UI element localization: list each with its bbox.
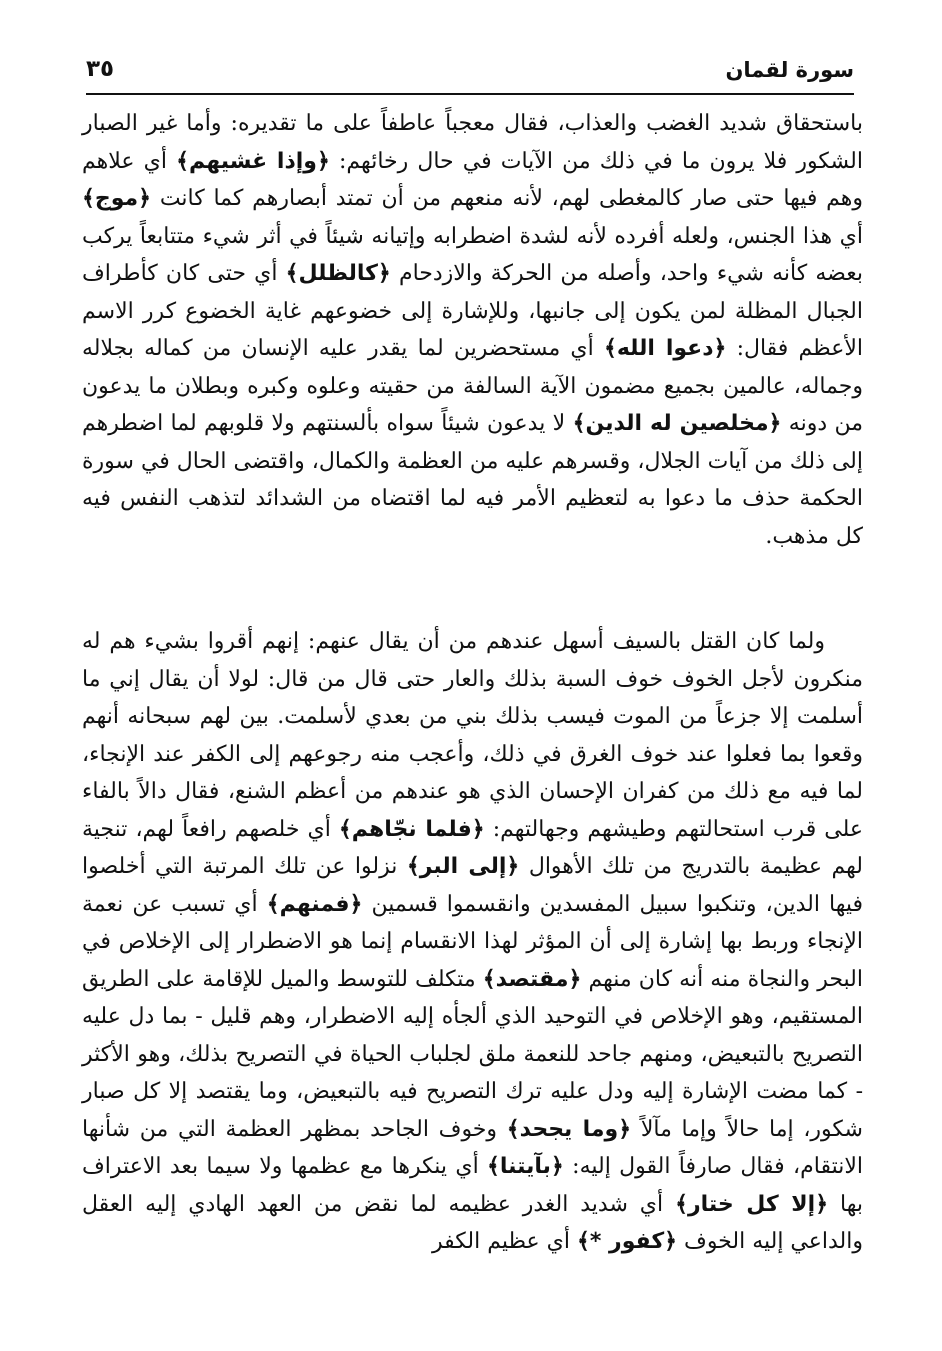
quran-quote: ﴿كالظلل﴾ <box>285 261 391 286</box>
quran-quote: ﴿كفور *﴾ <box>576 1229 678 1254</box>
text-segment: أي ينكرها مع عظمها ولا سيما بعد الاعتراف بها <box>82 1154 864 1217</box>
quran-quote: ﴿بآيتنا﴾ <box>487 1154 564 1179</box>
text-segment: وخوف الجاحد بمظهر العظمة التي من شأنها الانتقام، فقال صارفاً القول إليه: <box>82 1116 863 1179</box>
text-segment: أي خلصهم رافعاً لهم، تنجية لهم عظيمة بالتدريج من تلك الأهوال <box>82 816 864 879</box>
text-segment: متكلف للتوسط والميل للإقامة على الطريق المستقيم، وهو الإخلاص في التوحيد الذي ألجأه إليه الاضطرار، وهم قليل - بما دل عليه التصريح بالتبعيض، ومنهم جاحد للنعمة ملق لجلباب الحياة في التصريح بذلك، وهو الأكثر - كما مضت الإشارة إليه ودل عليه ترك التصريح فيه بالتبعيض، وما يقتصد إلا كل صبار شكور، إما حالاً وإما مآلاً <box>82 966 863 1142</box>
text-segment: أي شديد الغدر عظيمه لما نقض من العهد الهادي إليه العقل والداعي إليه الخوف <box>82 1191 863 1254</box>
quran-quote: ﴿موج﴾ <box>82 186 152 211</box>
text-segment: أي عظيم الكفر <box>431 1229 577 1254</box>
quran-quote: ﴿مخلصين له الدين﴾ <box>572 411 782 436</box>
text-segment: لا يدعون شيئاً سواه بألسنتهم ولا قلوبهم لما اضطرهم إلى ذلك من آيات الجلال، وقسرهم عليه من العظمة والكمال، واقتضى الحال في سورة الحكمة حذف ما دعوا به لتعظيم الأمر فيه لما اقتضاه من الشدائد لتذهب النفس فيه كل مذهب. <box>82 411 863 549</box>
paragraph-1 <box>82 105 863 555</box>
paragraph-2 <box>82 623 863 1261</box>
quran-quote: ﴿فلما نجّاهم﴾ <box>338 816 485 842</box>
text-segment: أي علاهم وهم فيها حتى صار كالمغطى لهم، لأنه منعهم من أن تمتد أبصارهم كما كانت <box>82 148 863 211</box>
header-divider <box>86 93 854 95</box>
text-segment: باستحقاق شديد الغضب والعذاب، فقال معجباً عاطفاً على ما تقديره: وأما غير الصبار الشكور فلا يرون ما في ذلك من الآيات في حال رخائهم: <box>82 111 863 174</box>
quran-quote: ﴿إلا كل ختار﴾ <box>675 1191 829 1217</box>
quran-quote: ﴿وما يجحد﴾ <box>506 1116 632 1142</box>
text-segment: ولما كان القتل بالسيف أسهل عندهم من أن يقال عنهم: إنهم أقروا بشيء هم له منكرون لأجل الخوف خوف السبة بذلك والعار حتى قال من قال: لولا أن يقال إني ما أسلمت إلا جزعاً من الموت فيسب بذلك بني من بعدي لأسلمت. بين لهم سبحانه أنهم وقعوا بما فعلوا عند خوف الغرق في ذلك، وأعجب منه رجوعهم إلى الكفر عند الإنجاء، لما فيه مع ذلك من كفران الإحسان الذي هو عندهم من أعظم الشنع، فقال دالاً بالفاء على قرب استحالتهم وطيشهم وجهالتهم: <box>82 629 864 842</box>
text-segment: أي تسبب عن نعمة الإنجاء وربط بها إشارة إلى أن المؤثر لهذا الانقسام إنما هو الاضطرار إلى الإخلاص في البحر والنجاة منه أنه كان منهم <box>82 891 863 992</box>
page-header <box>86 52 854 92</box>
text-segment: أي مستحضرين لما يقدر عليه الإنسان من كماله بجلاله وجماله، عالمين بجميع مضمون الآية السالفة من حقيته وعلوه وكبره وبطلان ما يدعون من دونه <box>82 336 863 436</box>
text-segment: أي حتى كان كأطراف الجبال المظلة لمن يكون إلى جانبها، وللإشارة إلى خضوعهم غاية الخضوع كرر الاسم الأعظم فقال: <box>82 261 863 361</box>
quran-quote: ﴿دعوا الله﴾ <box>603 336 727 361</box>
quran-quote: ﴿وإذا غشيهم﴾ <box>176 148 330 174</box>
quran-quote: ﴿إلى البر﴾ <box>406 854 520 879</box>
quran-quote: ﴿فمنهم﴾ <box>266 891 363 917</box>
text-segment: نزلوا عن تلك المرتبة التي أخلصوا فيها الدين، وتنكبوا سبيل المفسدين وانقسموا قسمين <box>82 854 864 917</box>
surah-title: سورة لقمان <box>725 58 854 82</box>
page-number: ٣٥ <box>86 56 115 82</box>
quran-quote: ﴿مقتصد﴾ <box>482 966 582 992</box>
text-segment: أي هذا الجنس، ولعله أفرده لأنه لشدة اضطرابه وإتيانه شيئاً في أثر شيء متتابعاً يركب بعضه كأنه شيء واحد، وأصله من الحركة والازدحام <box>82 223 863 286</box>
